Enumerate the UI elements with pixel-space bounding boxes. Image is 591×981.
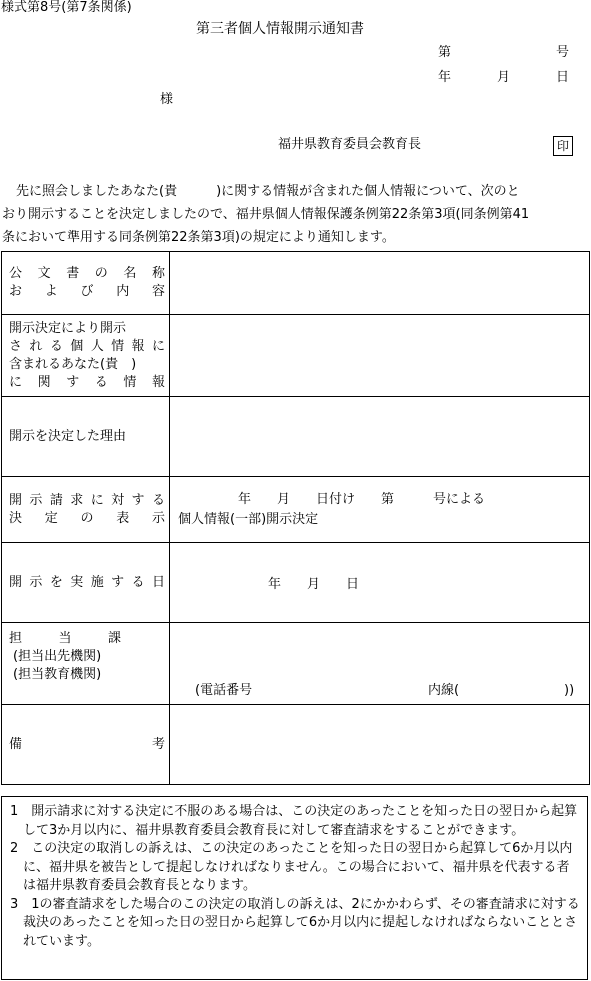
label-char: 定 bbox=[44, 510, 58, 526]
label-char: 備 bbox=[9, 736, 23, 752]
label-char: 報 bbox=[151, 374, 165, 390]
label-char: 施 bbox=[90, 574, 104, 590]
label-char: す bbox=[131, 492, 145, 508]
row-department bbox=[2, 623, 590, 705]
implementation-date-line: 年 月 日 bbox=[268, 577, 360, 592]
label-text: (担当出先機関) bbox=[13, 648, 102, 664]
row-document-name bbox=[2, 252, 590, 315]
addressee-suffix: 様 bbox=[160, 92, 174, 107]
label-char: び bbox=[80, 284, 94, 299]
note-1: 1 開示請求に対する決定に不服のある場合は、この決定のあったことを知った日の翌日から起算して3か月以内に、福井県教育委員会教育長に対して審査請求をすることができます。 bbox=[10, 804, 578, 838]
label-char: 開 bbox=[9, 492, 23, 508]
date-month-label: 月 bbox=[497, 70, 511, 85]
label-char: 考 bbox=[151, 736, 165, 752]
label-char: 人 bbox=[90, 338, 104, 354]
date-year-label: 年 bbox=[438, 70, 452, 85]
decision-type-line: 個人情報(一部)開示決定 bbox=[178, 511, 319, 527]
label-char: 当 bbox=[58, 630, 72, 646]
phone-label: (電話番号 bbox=[195, 683, 253, 698]
label-char: 表 bbox=[116, 510, 130, 526]
notes-box bbox=[1, 796, 588, 980]
seal-mark: 印 bbox=[553, 136, 573, 156]
label-char: の bbox=[94, 266, 108, 281]
label-text: (担当教育機関) bbox=[13, 666, 102, 682]
label-char: 課 bbox=[107, 630, 121, 646]
label-char: お bbox=[9, 284, 23, 299]
label-department bbox=[2, 623, 170, 705]
row-reason bbox=[2, 397, 590, 477]
value-remarks[interactable] bbox=[170, 705, 590, 785]
intro-line-1: 先に照会しましたあなた(貴 )に関する情報が含まれた個人情報について、次のと bbox=[16, 184, 520, 199]
label-decision bbox=[2, 477, 170, 543]
label-char: 実 bbox=[70, 574, 84, 590]
label-remarks bbox=[2, 705, 170, 785]
form-number: 様式第8号(第7条関係) bbox=[1, 0, 132, 15]
intro-line-2: おり開示することを決定しましたので、福井県個人情報保護条例第22条第3項(同条例第41 bbox=[2, 207, 530, 222]
label-char: 求 bbox=[70, 492, 84, 508]
notice-form-table bbox=[1, 251, 590, 785]
label-text: 含まれるあなた(貴 ) bbox=[9, 356, 137, 372]
label-char: 情 bbox=[111, 338, 125, 354]
row-remarks bbox=[2, 705, 590, 785]
label-char: 示 bbox=[29, 574, 43, 590]
intro-line-3: 条において準用する同条例第22条第3項)の規定により通知します。 bbox=[2, 230, 395, 245]
label-char: 対 bbox=[111, 492, 125, 508]
label-char: 日 bbox=[151, 574, 165, 590]
row-decision bbox=[2, 477, 590, 543]
label-char: 示 bbox=[151, 510, 165, 526]
label-char: 情 bbox=[123, 374, 137, 390]
label-implementation-date bbox=[2, 543, 170, 623]
label-char: 称 bbox=[151, 266, 165, 281]
extension-close: )) bbox=[564, 683, 575, 698]
label-char: 文 bbox=[37, 266, 51, 281]
label-char: 内 bbox=[116, 284, 130, 299]
label-char: 公 bbox=[9, 266, 23, 281]
label-personal-info bbox=[2, 315, 170, 397]
document-title: 第三者個人情報開示通知書 bbox=[196, 21, 364, 37]
number-label-left: 第 bbox=[438, 45, 452, 60]
label-reason bbox=[2, 397, 170, 477]
label-char: る bbox=[94, 374, 108, 390]
row-implementation-date bbox=[2, 543, 590, 623]
label-char: 容 bbox=[151, 284, 165, 299]
issuer-name: 福井県教育委員会教育長 bbox=[278, 137, 422, 152]
label-char: る bbox=[49, 338, 63, 354]
label-char: 名 bbox=[123, 266, 137, 281]
note-2: 2 この決定の取消しの訴えは、この決定のあったことを知った日の翌日から起算して6か月以内に、福井県を被告として提起しなければなりません。この場合において、福井県を代表する者は福井県教育委員会教育長となります。 bbox=[10, 841, 573, 893]
label-document-name bbox=[2, 252, 170, 315]
label-char: さ bbox=[9, 338, 23, 354]
value-department[interactable] bbox=[170, 623, 590, 705]
label-char: の bbox=[80, 510, 94, 526]
decision-date-line: 年 月 日付け 第 号による bbox=[238, 491, 486, 507]
label-char: 開 bbox=[9, 574, 23, 590]
note-3: 3 1の審査請求をした場合のこの決定の取消しの訴えは、2にかかわらず、その審査請求に対する裁決のあったことを知った日の翌日から起算して6か月以内に提起しなければならないこととされています。 bbox=[10, 896, 580, 949]
label-char: る bbox=[151, 492, 165, 508]
label-char: よ bbox=[44, 284, 58, 299]
label-char: 請 bbox=[49, 492, 63, 508]
label-char: 示 bbox=[29, 492, 43, 508]
label-char: る bbox=[131, 574, 145, 590]
label-char: 関 bbox=[37, 374, 51, 390]
label-char: 担 bbox=[9, 630, 23, 646]
label-char: 決 bbox=[9, 510, 23, 526]
label-char: れ bbox=[29, 338, 43, 354]
value-document-name[interactable] bbox=[170, 252, 590, 315]
label-text: 開示を決定した理由 bbox=[9, 428, 127, 444]
value-implementation-date[interactable] bbox=[170, 543, 590, 623]
label-char: を bbox=[49, 574, 63, 590]
label-char: 報 bbox=[131, 338, 145, 354]
label-char: に bbox=[151, 338, 165, 354]
label-char: す bbox=[111, 574, 125, 590]
label-char: す bbox=[66, 374, 80, 390]
value-reason[interactable] bbox=[170, 397, 590, 477]
label-text: 開示決定により開示 bbox=[9, 320, 127, 336]
value-decision[interactable] bbox=[170, 477, 590, 543]
extension-label: 内線( bbox=[428, 683, 460, 698]
label-char: 書 bbox=[66, 266, 80, 281]
value-personal-info[interactable] bbox=[170, 315, 590, 397]
label-char: 個 bbox=[70, 338, 84, 354]
label-char: に bbox=[90, 492, 104, 508]
number-label-right: 号 bbox=[556, 45, 570, 60]
row-personal-info bbox=[2, 315, 590, 397]
date-day-label: 日 bbox=[556, 70, 570, 85]
label-char: に bbox=[9, 374, 23, 390]
